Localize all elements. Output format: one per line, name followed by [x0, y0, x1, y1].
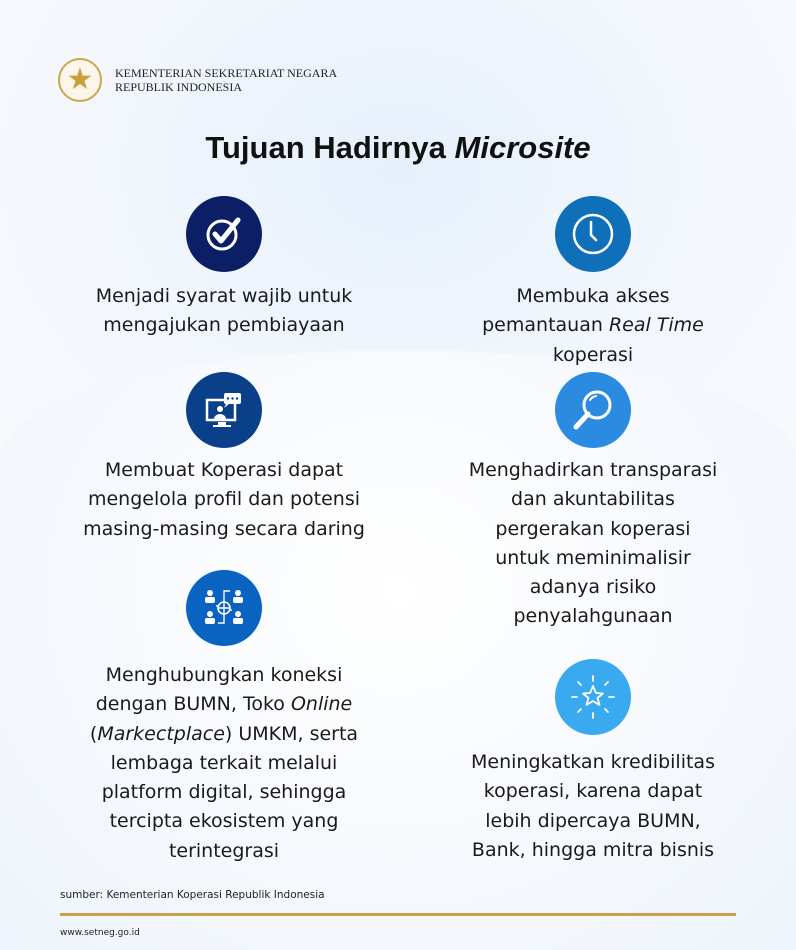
text-segment: Membuat Koperasi dapat	[104, 459, 344, 481]
text-segment: tercipta ekosistem yang	[109, 810, 339, 833]
network-people-icon	[186, 570, 262, 646]
text-line	[39, 807, 409, 836]
text-segment: dengan BUMN, Toko	[95, 693, 291, 716]
text-segment: penyalahgunaan	[513, 605, 673, 628]
text-segment: lembaga terkait melalui	[110, 751, 338, 774]
text-segment: Meningkatkan kredibilitas	[471, 751, 715, 773]
text-segment: mengelola profil dan potensi	[87, 488, 361, 511]
text-segment: Menjadi syarat wajib untuk	[95, 285, 353, 307]
website-url: www.setneg.go.id	[60, 928, 140, 938]
text-segment: untuk meminimalisir	[495, 546, 691, 569]
text-segment: koperasi	[552, 343, 634, 366]
text-segment: ) UMKM, serta	[224, 722, 359, 745]
text-line	[408, 311, 778, 340]
text-line	[39, 778, 409, 807]
text-segment: Menghadirkan transparasi	[468, 459, 718, 481]
text-line	[39, 690, 409, 719]
text-segment: masing-masing secara daring	[83, 517, 365, 540]
text-segment: Menghubungkan koneksi	[105, 664, 343, 686]
italic-text: Real Time	[608, 314, 704, 337]
item-description	[408, 748, 778, 865]
text-line	[39, 282, 409, 311]
title-italic: Microsite	[454, 130, 591, 165]
text-line	[39, 485, 409, 514]
text-segment: terintegrasi	[168, 839, 280, 862]
text-segment: pemantauan	[482, 314, 609, 337]
org-line-2: REPUBLIK INDONESIA	[115, 80, 242, 94]
text-line	[39, 661, 409, 690]
text-segment: koperasi, karena dapat	[483, 780, 703, 803]
text-line	[39, 456, 409, 485]
text-segment: dan akuntabilitas	[511, 488, 675, 511]
item-description	[39, 661, 409, 866]
italic-text: Online	[290, 693, 353, 716]
text-line	[408, 485, 778, 514]
text-segment: adanya risiko	[529, 576, 657, 599]
text-segment: pergerakan koperasi	[495, 517, 691, 540]
organization-name	[115, 66, 337, 94]
garuda-star-emblem-icon: ★	[58, 58, 102, 102]
item-description	[39, 456, 409, 544]
text-segment: mengajukan pembiayaan	[103, 314, 345, 337]
text-line	[408, 836, 778, 865]
divider	[60, 913, 736, 916]
magnifier-icon	[555, 372, 631, 448]
text-line	[408, 282, 778, 311]
text-line	[408, 456, 778, 485]
text-segment: Membuka akses	[516, 285, 670, 307]
text-segment: Bank, hingga mitra bisnis	[471, 838, 715, 861]
source-note: sumber: Kementerian Koperasi Republik Indonesia	[60, 889, 325, 901]
title-normal: Tujuan Hadirnya	[205, 130, 455, 165]
text-line	[408, 602, 778, 631]
text-line	[39, 837, 409, 866]
text-line	[408, 515, 778, 544]
item-description	[408, 456, 778, 632]
check-circle-icon	[186, 196, 262, 272]
org-line-1: KEMENTERIAN SEKRETARIAT NEGARA	[115, 66, 338, 80]
text-line	[39, 749, 409, 778]
text-line	[39, 311, 409, 340]
monitor-chat-icon	[186, 372, 262, 448]
text-line	[408, 748, 778, 777]
text-line	[408, 341, 778, 370]
item-description	[408, 282, 778, 370]
text-line	[39, 515, 409, 544]
item-description	[39, 282, 409, 341]
text-line	[408, 544, 778, 573]
text-line	[408, 573, 778, 602]
text-line	[408, 807, 778, 836]
text-segment: (	[89, 722, 98, 745]
italic-text: Markectplace	[97, 722, 225, 745]
text-line	[408, 777, 778, 806]
text-line	[39, 720, 409, 749]
sparkle-star-icon	[555, 659, 631, 735]
text-segment: platform digital, sehingga	[101, 781, 347, 804]
clock-icon	[555, 196, 631, 272]
page-title	[0, 130, 796, 166]
text-segment: lebih dipercaya BUMN,	[485, 809, 701, 832]
